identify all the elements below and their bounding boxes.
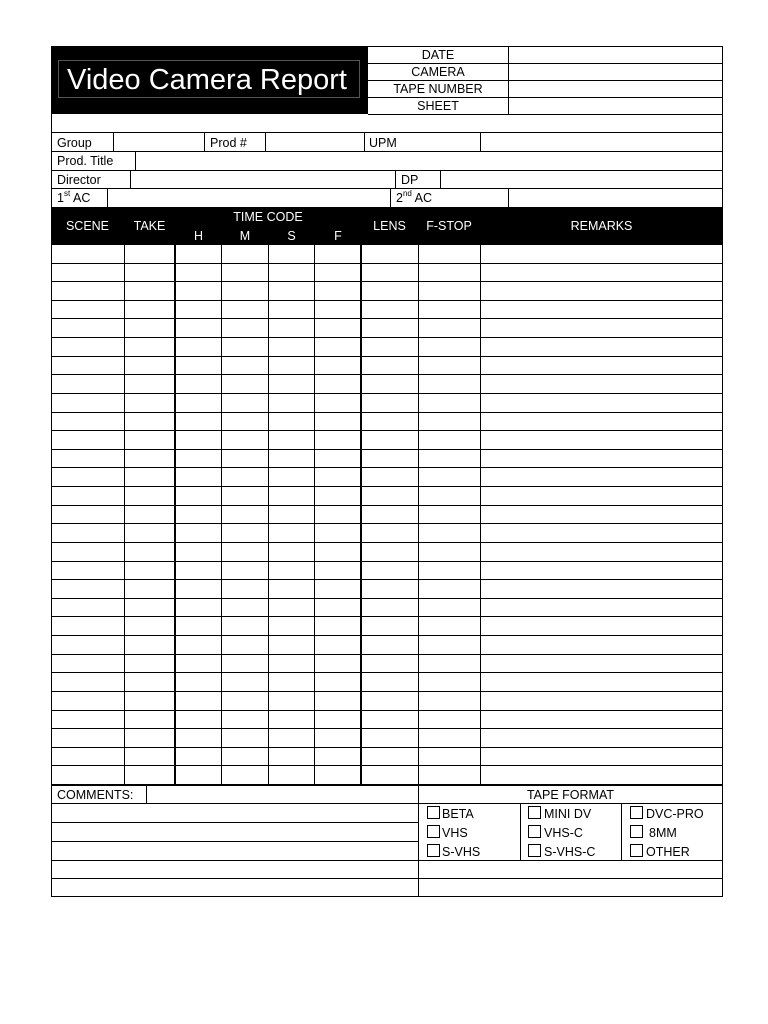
grid-column-line (722, 245, 723, 785)
log-row[interactable] (51, 506, 722, 525)
grid-column-line (174, 245, 176, 785)
log-row[interactable] (51, 431, 722, 450)
col-scene: SCENE (65, 219, 110, 233)
log-row[interactable] (51, 375, 722, 394)
col-lens: LENS (373, 219, 406, 233)
vhs-checkbox[interactable] (427, 825, 440, 838)
other-label: OTHER (646, 845, 690, 859)
dp-field[interactable] (441, 171, 722, 188)
tape-number-field[interactable] (509, 81, 722, 97)
log-row[interactable] (51, 636, 722, 655)
log-row[interactable] (51, 282, 722, 301)
mini-dv-label: MINI DV (544, 807, 592, 821)
log-row[interactable] (51, 394, 722, 413)
prod-title-field[interactable] (136, 152, 722, 170)
comments-label: COMMENTS: (57, 788, 134, 802)
beta-checkbox[interactable] (427, 806, 440, 819)
col-take: TAKE (133, 219, 166, 233)
dvc-pro-checkbox[interactable] (630, 806, 643, 819)
log-row[interactable] (51, 264, 722, 283)
prod-no-field[interactable] (266, 133, 364, 151)
log-row[interactable] (51, 711, 722, 730)
dp-label: DP (401, 173, 419, 187)
s-vhs-c-checkbox[interactable] (528, 844, 541, 857)
log-row[interactable] (51, 562, 722, 581)
second-ac-label: 2nd AC (396, 189, 433, 205)
grid-column-line (480, 245, 481, 785)
col-tc-m: M (239, 229, 251, 243)
log-row[interactable] (51, 319, 722, 338)
sheet-label: SHEET (417, 99, 459, 113)
log-row[interactable] (51, 655, 722, 674)
log-row[interactable] (51, 357, 722, 376)
log-row[interactable] (51, 450, 722, 469)
col-remarks: REMARKS (570, 219, 633, 233)
other-checkbox[interactable] (630, 844, 643, 857)
grid-column-line (418, 245, 419, 785)
log-row[interactable] (51, 748, 722, 767)
grid-column-line (124, 245, 125, 785)
tape-number-label: TAPE NUMBER (393, 82, 483, 96)
group-label: Group (57, 136, 92, 150)
camera-field[interactable] (509, 64, 722, 80)
comments-field[interactable] (147, 786, 418, 896)
grid-column-line (314, 245, 315, 785)
8mm-label: 8MM (649, 826, 677, 840)
grid-column-line (360, 245, 362, 785)
col-time-code: TIME CODE (233, 210, 303, 224)
col-fstop: F-STOP (426, 219, 472, 233)
8mm-checkbox[interactable] (630, 825, 643, 838)
log-row[interactable] (51, 673, 722, 692)
director-label: Director (57, 173, 101, 187)
prod-no-label: Prod # (210, 136, 247, 150)
col-tc-f: F (334, 229, 342, 243)
first-ac-label: 1st AC (57, 189, 91, 205)
s-vhs-checkbox[interactable] (427, 844, 440, 857)
tape-format-label: TAPE FORMAT (526, 788, 615, 802)
date-field[interactable] (509, 47, 722, 63)
dvc-pro-label: DVC-PRO (646, 807, 704, 821)
vhs-c-label: VHS-C (544, 826, 583, 840)
group-field[interactable] (114, 133, 204, 151)
log-row[interactable] (51, 338, 722, 357)
s-vhs-label: S-VHS (442, 845, 481, 859)
log-row[interactable] (51, 617, 722, 636)
sheet-field[interactable] (509, 98, 722, 114)
grid-column-line (221, 245, 222, 785)
upm-label: UPM (369, 136, 397, 150)
log-row[interactable] (51, 245, 722, 264)
first-ac-field[interactable] (108, 189, 390, 207)
beta-label: BETA (442, 807, 474, 821)
upm-field[interactable] (481, 133, 722, 151)
log-row[interactable] (51, 729, 722, 748)
s-vhs-c-label: S-VHS-C (544, 845, 596, 859)
col-tc-s: S (287, 229, 296, 243)
date-label: DATE (421, 48, 455, 62)
director-field[interactable] (131, 171, 395, 188)
log-row[interactable] (51, 301, 722, 320)
mini-dv-checkbox[interactable] (528, 806, 541, 819)
log-row[interactable] (51, 413, 722, 432)
grid-column-line (268, 245, 269, 785)
log-row[interactable] (51, 468, 722, 487)
log-row[interactable] (51, 599, 722, 618)
prod-title-label: Prod. Title (57, 154, 114, 168)
log-row[interactable] (51, 524, 722, 543)
second-ac-field[interactable] (509, 189, 722, 207)
camera-label: CAMERA (411, 65, 465, 79)
log-row[interactable] (51, 766, 722, 785)
vhs-c-checkbox[interactable] (528, 825, 541, 838)
report-title: Video Camera Report (67, 64, 347, 96)
col-tc-h: H (193, 229, 204, 243)
log-row[interactable] (51, 580, 722, 599)
log-row[interactable] (51, 543, 722, 562)
vhs-label: VHS (442, 826, 468, 840)
grid-column-line (51, 245, 52, 785)
log-row[interactable] (51, 692, 722, 711)
log-row[interactable] (51, 487, 722, 506)
